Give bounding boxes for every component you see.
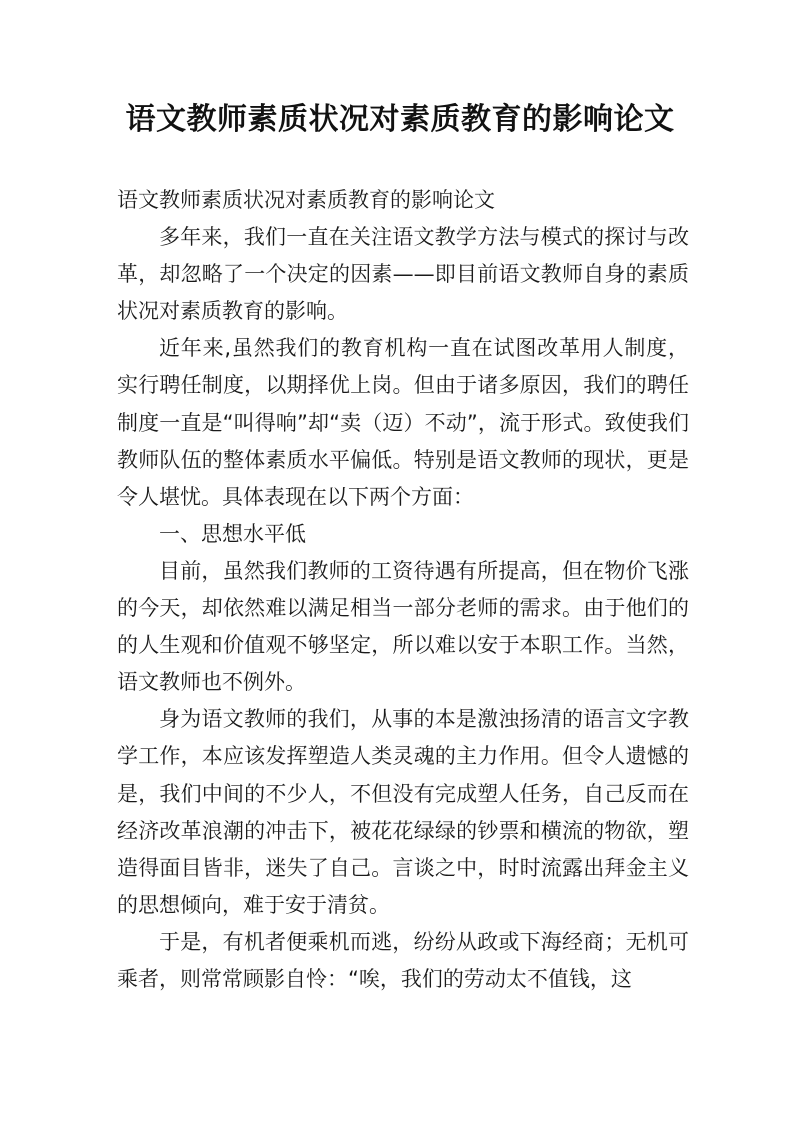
paragraph-exodus: 于是，有机者便乘机而逃，纷纷从政或下海经商；无机可乘者，则常常顾影自怜：“唉，我们的劳动太不值钱，这: [117, 929, 689, 991]
document-title: 语文教师素质状况对素质教育的影响论文: [125, 102, 675, 137]
document-body: [117, 182, 689, 998]
section-heading-ideology: 一、思想水平低: [159, 521, 306, 546]
paragraph-hiring-system: 近年来,虽然我们的教育机构一直在试图改革用人制度，实行聘任制度，以期择优上岗。但由于诸多原因，我们的聘任制度一直是“叫得响”却“卖（迈）不动”，流于形式。致使我们教师队伍的整体素质水平偏低。特别是语文教师的现状，更是令人堪忧。具体表现在以下两个方面：: [117, 336, 689, 509]
paragraph-intro: 多年来，我们一直在关注语文教学方法与模式的探讨与改革，却忽略了一个决定的因素——即目前语文教师自身的素质状况对素质教育的影响。: [117, 225, 689, 324]
paragraph-salary: 目前，虽然我们教师的工资待遇有所提高，但在物价飞涨的今天，却依然难以满足相当一部分老师的需求。由于他们的的人生观和价值观不够坚定，所以难以安于本职工作。当然，语文教师也不例外。: [117, 558, 689, 695]
paragraph-teacher-role: 身为语文教师的我们，从事的本是激浊扬清的语言文字教学工作，本应该发挥塑造人类灵魂的主力作用。但令人遗憾的是，我们中间的不少人，不但没有完成塑人任务，自己反而在经济改革浪潮的冲击下，被花花绿绿的钞票和横流的物欲，塑造得面目皆非，迷失了自己。言谈之中，时时流露出拜金主义的思想倾向，难于安于清贫。: [117, 707, 689, 917]
document-subtitle: 语文教师素质状况对素质教育的影响论文: [117, 188, 495, 212]
